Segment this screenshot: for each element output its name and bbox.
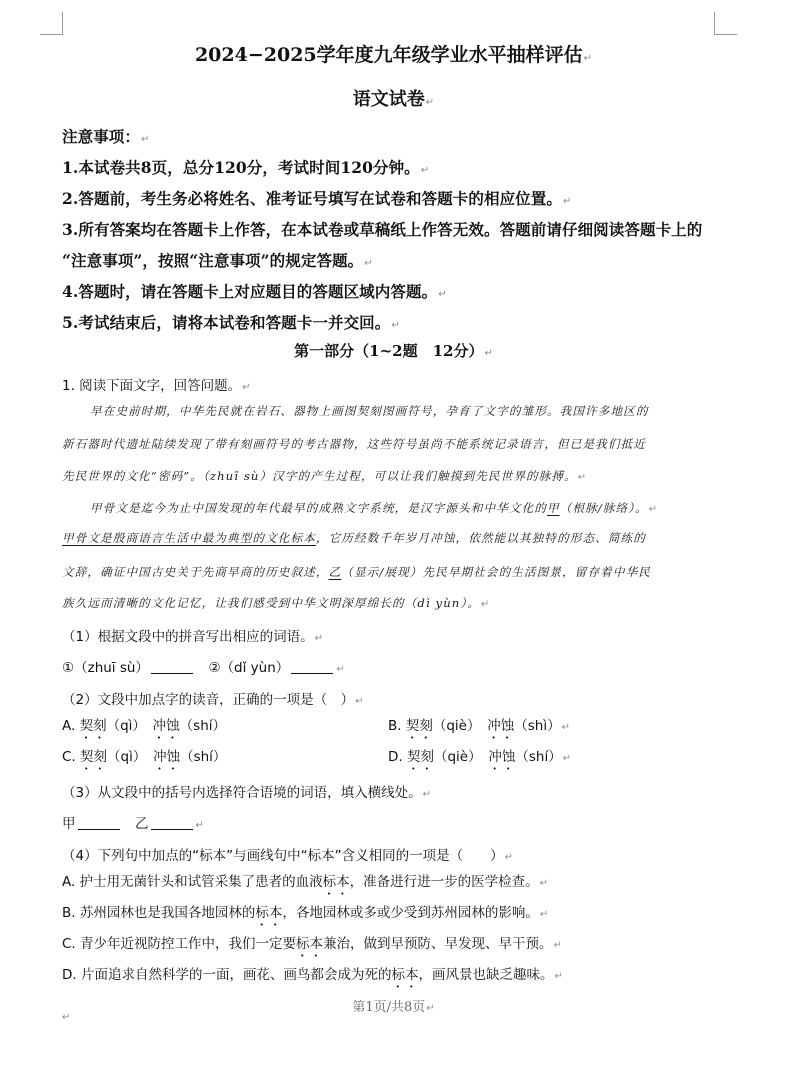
margin-corner-top-right: [714, 12, 737, 35]
section-heading: 第一部分（1~2题 12分）↵: [294, 342, 493, 360]
notice-item: 2.答题前，考生务必将姓名、准考证号填写在试卷和答题卡的相应位置。↵: [62, 189, 572, 208]
paragraph-mark: ↵: [539, 878, 548, 889]
answer-blank[interactable]: [291, 661, 333, 674]
sub-question-2: （2）文段中加点字的读音，正确的一项是（ ）↵: [62, 692, 364, 708]
passage-line: 文辞，确证中国古史关于先商早商的历史叙述，乙（显示/展现）先民早期社会的生活图景，留存着中华民: [62, 565, 651, 579]
sub-question-4: （4）下列句中加点的“标本”与画线句中“标本”含义相同的一项是（ ）↵: [62, 848, 513, 864]
option-a[interactable]: A. 契刻（qì） 冲蚀（shí）: [62, 718, 227, 734]
option-b[interactable]: B. 苏州园林也是我国各地园林的标本，各地园林或多或少受到苏州园林的影响。↵: [62, 905, 549, 921]
sub-question-1: （1）根据文段中的拼音写出相应的词语。↵: [62, 629, 323, 645]
option-b[interactable]: B. 契刻（qiè） 冲蚀（shì）↵: [388, 718, 570, 734]
notice-heading: 注意事项：↵: [62, 127, 150, 146]
paragraph-mark: ↵: [648, 504, 659, 515]
option-d[interactable]: D. 契刻（qiè） 冲蚀（shí）↵: [388, 749, 572, 765]
paragraph-mark: ↵: [561, 722, 570, 733]
passage-line: 先民世界的文化“密码”。（zhuī sù）汉字的产生过程，可以让我们触摸到先民世界的脉搏。↵: [62, 469, 588, 483]
paragraph-mark: ↵: [554, 971, 563, 982]
notice-item: 1.本试卷共8页，总分120分，考试时间120分钟。↵: [62, 158, 430, 177]
paragraph-mark: ↵: [336, 664, 345, 675]
paragraph-mark: ↵: [426, 1003, 435, 1014]
paragraph-mark: ↵: [425, 97, 435, 108]
option-d[interactable]: D. 片面追求自然科学的一面，画花、画鸟都会成为死的标本，画风景也缺乏趣味。↵: [62, 967, 563, 983]
page-footer: 第1页/共8页↵: [352, 1000, 435, 1015]
paragraph-mark: ↵: [438, 289, 447, 300]
paragraph-mark: ↵: [480, 599, 491, 610]
paragraph-mark: ↵: [562, 753, 572, 764]
blank-marker-yi: 乙: [328, 565, 342, 579]
paragraph-mark: ↵: [364, 258, 373, 269]
notice-item: 4.答题时，请在答题卡上对应题目的答题区域内答题。↵: [62, 282, 447, 301]
paragraph-mark: ↵: [141, 134, 150, 145]
paragraph-mark: ↵: [420, 165, 430, 176]
answer-blank[interactable]: [78, 817, 120, 830]
paragraph-mark: ↵: [242, 382, 251, 393]
paragraph-mark: ↵: [553, 940, 562, 951]
underlined-sentence: 甲骨文是殷商语言生活中最为典型的文化标本: [62, 531, 316, 545]
document-subtitle: 语文试卷↵: [352, 89, 435, 110]
option-a[interactable]: A. 护士用无菌针头和试管采集了患者的血液标本，准备进行进一步的医学检查。↵: [62, 874, 548, 890]
sub-question-1-blanks: ①（zhuī sù） ②（dǐ yùn） ↵: [62, 660, 345, 676]
passage-line: 甲骨文是殷商语言生活中最为典型的文化标本，它历经数千年岁月冲蚀，依然能以其独特的形态、简练的: [62, 531, 646, 545]
option-c[interactable]: C. 青少年近视防控工作中，我们一定要标本兼治，做到早预防、早发现、早干预。↵: [62, 936, 562, 952]
paragraph-mark: ↵: [391, 320, 400, 331]
sub-question-3-blanks: 甲 乙 ↵: [62, 816, 204, 832]
paragraph-mark: ↵: [583, 53, 593, 64]
paragraph-mark: ↵: [562, 196, 572, 207]
notice-item: 3.所有答案均在答题卡上作答，在本试卷或草稿纸上作答无效。答题前请仔细阅读答题卡上的: [62, 220, 703, 239]
paragraph-mark: ↵: [539, 909, 549, 920]
paragraph-mark: ↵: [577, 472, 588, 483]
paragraph-mark: ↵: [504, 852, 513, 863]
option-c[interactable]: C. 契刻（qì） 冲蚀（shí）: [62, 749, 227, 765]
notice-item: 5.考试结束后，请将本试卷和答题卡一并交回。↵: [62, 313, 400, 332]
passage-line: 早在史前时期，中华先民就在岩石、器物上画图契刻图画符号，孕育了文字的雏形。我国许多地区的: [90, 404, 649, 418]
paragraph-mark: ↵: [195, 820, 204, 831]
answer-blank[interactable]: [151, 817, 193, 830]
paragraph-mark: ↵: [314, 633, 323, 644]
paragraph-mark: ↵: [355, 696, 364, 707]
notice-item: “注意事项”，按照“注意事项”的规定答题。↵: [62, 251, 373, 270]
paragraph-mark: ↵: [484, 348, 493, 359]
passage-line: 族久远而清晰的文化记忆，让我们感受到中华文明深厚绵长的（dì yùn）。↵: [62, 596, 491, 610]
passage-line: 甲骨文是迄今为止中国发现的年代最早的成熟文字系统，是汉字源头和中华文化的甲（根脉/脉络）。↵: [90, 501, 659, 515]
blank-marker-jia: 甲: [546, 501, 560, 515]
answer-blank[interactable]: [151, 661, 193, 674]
paragraph-mark: ↵: [422, 789, 431, 800]
passage-line: 新石器时代遗址陆续发现了带有刻画符号的考古器物，这些符号虽尚不能系统记录语言，但已是我们抵近: [62, 437, 646, 451]
sub-question-3: （3）从文段中的括号内选择符合语境的词语，填入横线处。↵: [62, 785, 431, 801]
document-title: 2024−2025学年度九年级学业水平抽样评估↵: [194, 44, 593, 66]
question-1-stem: 1. 阅读下面文字，回答问题。↵: [62, 378, 251, 394]
margin-corner-top-left: [40, 12, 63, 35]
paragraph-mark: ↵: [62, 1012, 71, 1023]
options-row: [62, 714, 226, 742]
